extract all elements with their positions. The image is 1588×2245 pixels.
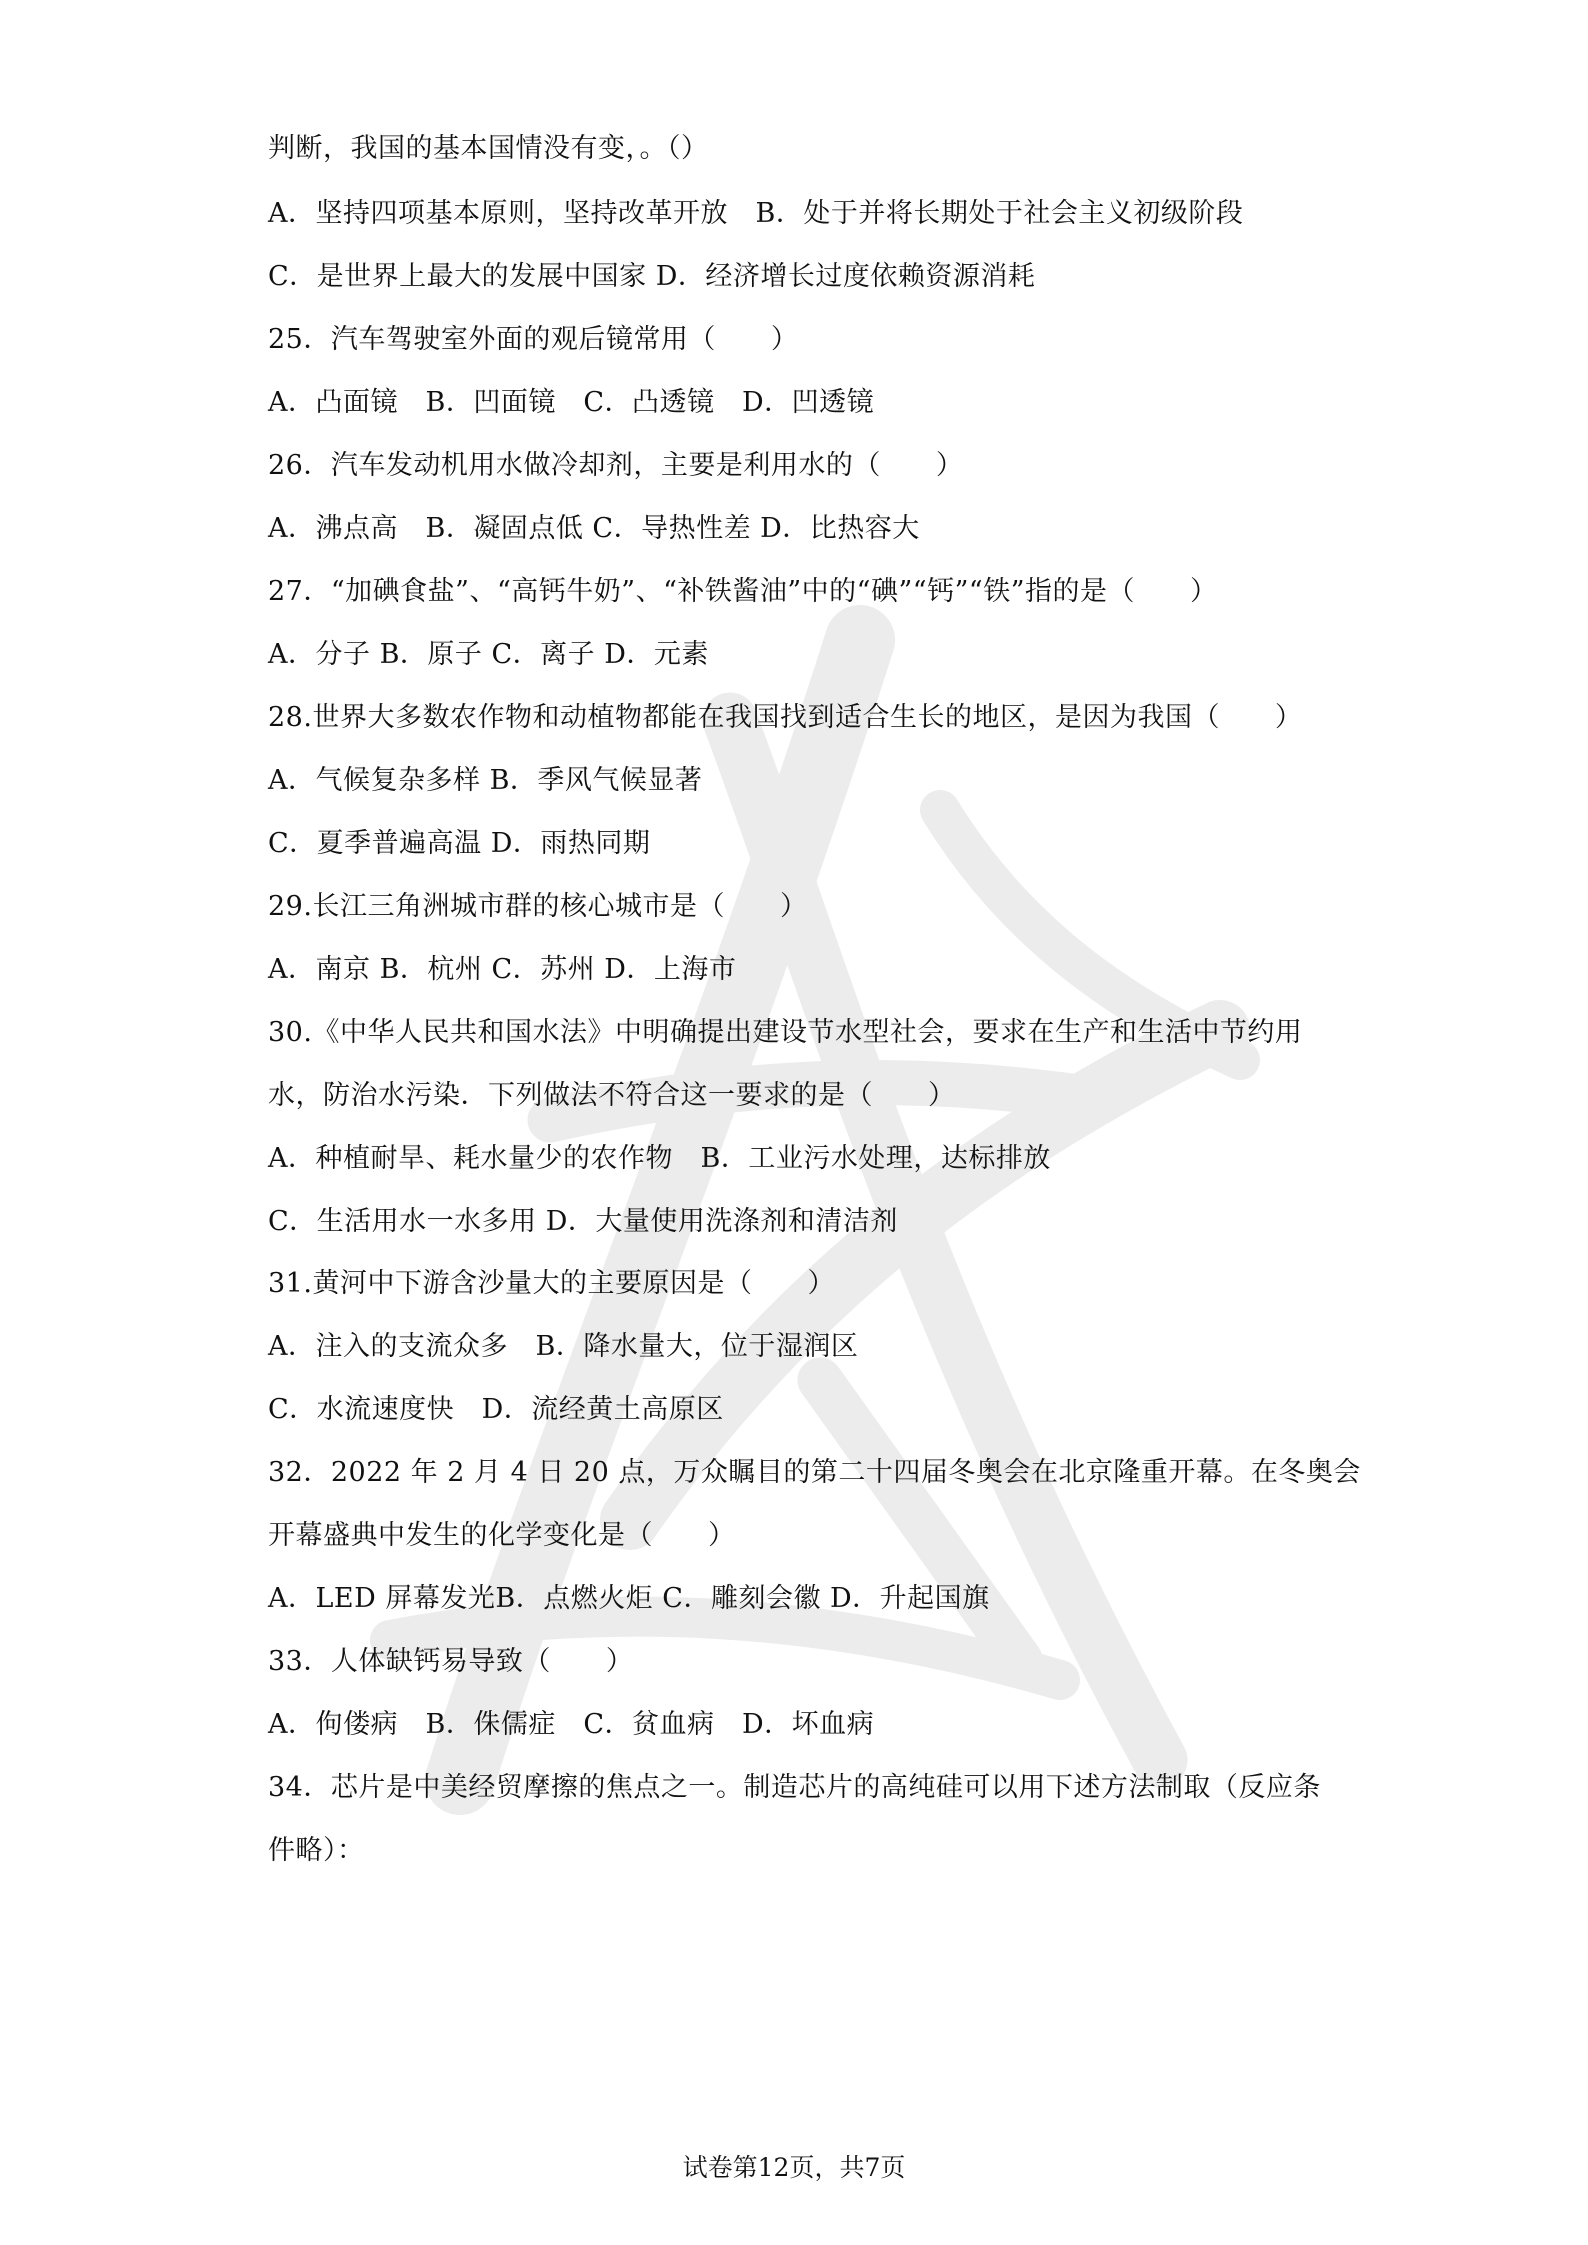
text-line: A．凸面镜 B．凹面镜 C．凸透镜 D．凹透镜 (268, 387, 875, 418)
text-line: 27．“加碘食盐”、“高钙牛奶”、“补铁酱油”中的“碘”“钙”“铁”指的是（ ） (268, 576, 1218, 607)
page-footer: 试卷第12页，共7页 (682, 2153, 906, 2182)
text-line: A．种植耐旱、耗水量少的农作物 B．工业污水处理，达标排放 (268, 1143, 1051, 1174)
text-line: A．沸点高 B．凝固点低 C．导热性差 D．比热容大 (268, 513, 920, 544)
text-line: A．气候复杂多样 B．季风气候显著 (268, 765, 703, 796)
text-line: A．南京 B．杭州 C．苏州 D．上海市 (268, 954, 737, 985)
text-line: 26．汽车发动机用水做冷却剂，主要是利用水的（ ） (268, 450, 964, 481)
text-line: A．分子 B．原子 C．离子 D．元素 (268, 639, 709, 670)
text-line: C．是世界上最大的发展中国家 D．经济增长过度依赖资源消耗 (268, 261, 1036, 292)
text-line: C．夏季普遍高温 D．雨热同期 (268, 828, 651, 859)
text-line: C．水流速度快 D．流经黄土高原区 (268, 1394, 724, 1425)
text-line: 34．芯片是中美经贸摩擦的焦点之一。制造芯片的高纯硅可以用下述方法制取（反应条 (268, 1772, 1321, 1803)
text-line: 31.黄河中下游含沙量大的主要原因是（ ） (268, 1268, 835, 1299)
text-line: 水，防治水污染．下列做法不符合这一要求的是（ ） (268, 1080, 956, 1111)
text-line: 开幕盛典中发生的化学变化是（ ） (268, 1520, 736, 1551)
text-line: A．LED 屏幕发光B．点燃火炬 C．雕刻会徽 D．升起国旗 (268, 1583, 990, 1614)
text-line: 33．人体缺钙易导致（ ） (268, 1646, 634, 1677)
text-line: 30.《中华人民共和国水法》中明确提出建设节水型社会，要求在生产和生活中节约用 (268, 1017, 1303, 1048)
text-line: 判断，我国的基本国情没有变，。（） (268, 133, 709, 164)
text-line: A．佝偻病 B．侏儒症 C．贫血病 D．坏血病 (268, 1709, 875, 1740)
text-line: 29.长江三角洲城市群的核心城市是（ ） (268, 891, 808, 922)
text-line: C．生活用水一水多用 D．大量使用洗涤剂和清洁剂 (268, 1206, 898, 1237)
text-line: A．注入的支流众多 B．降水量大，位于湿润区 (268, 1331, 859, 1362)
text-line: 件略）： (268, 1835, 365, 1866)
text-line: 25．汽车驾驶室外面的观后镜常用（ ） (268, 324, 799, 355)
text-line: A．坚持四项基本原则，坚持改革开放 B．处于并将长期处于社会主义初级阶段 (268, 198, 1244, 229)
text-line: 28.世界大多数农作物和动植物都能在我国找到适合生长的地区，是因为我国（ ） (268, 702, 1303, 733)
text-line: 32．2022 年 2 月 4 日 20 点，万众瞩目的第二十四届冬奥会在北京隆重开幕。在冬奥会 (268, 1457, 1361, 1488)
